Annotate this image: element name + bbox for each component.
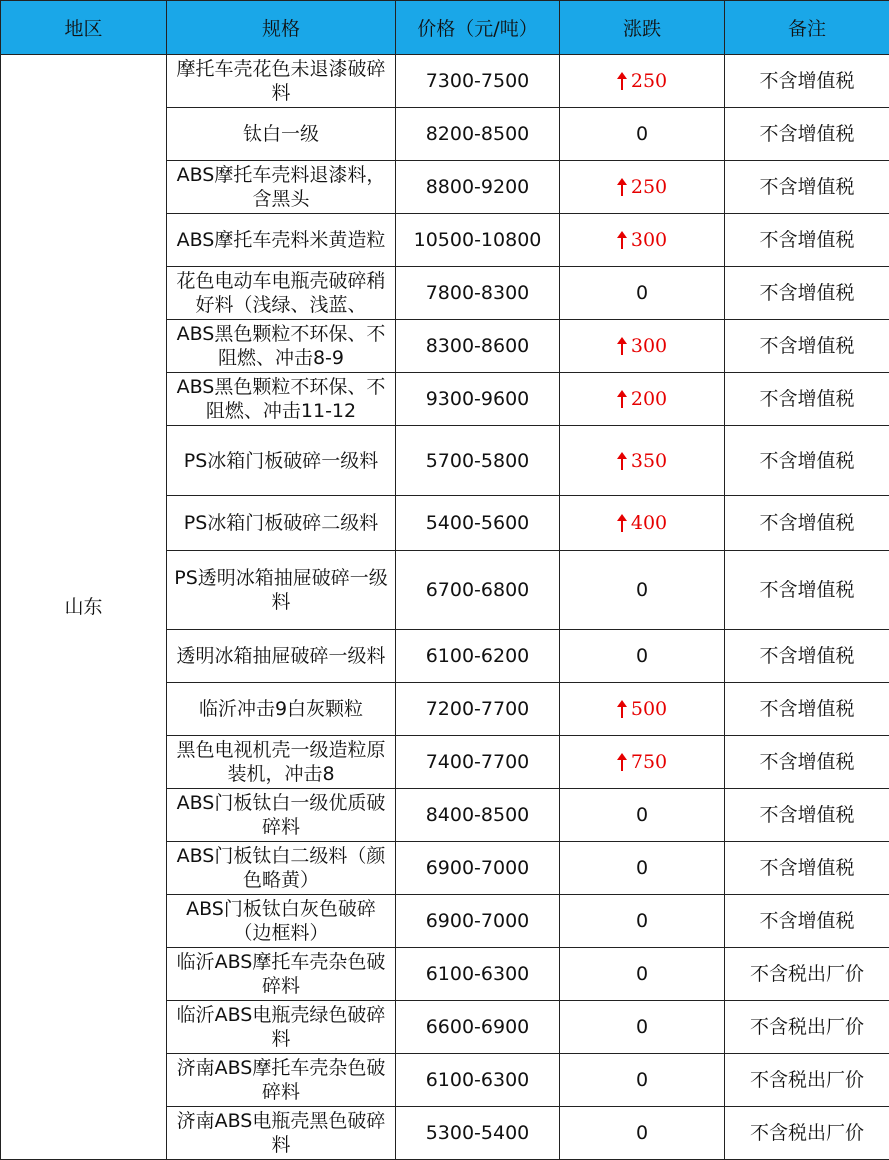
header-row — [1, 1, 889, 55]
note-cell: 不含增值税 — [725, 373, 889, 426]
change-value: 0 — [636, 645, 648, 667]
header-spec: 规格 — [167, 1, 396, 55]
table-row — [1, 55, 889, 108]
price-cell: 7200-7700 — [396, 683, 560, 736]
change-value: 400 — [631, 512, 667, 534]
spec-text: 花色电动车电瓶壳破碎稍好料（浅绿、浅蓝、 — [173, 269, 389, 317]
change-value: 200 — [631, 388, 667, 410]
note-cell: 不含增值税 — [725, 426, 889, 496]
price-cell: 5300-5400 — [396, 1107, 560, 1160]
note-cell: 不含增值税 — [725, 267, 889, 320]
price-cell: 6100-6300 — [396, 1054, 560, 1107]
price-cell: 6900-7000 — [396, 895, 560, 948]
change-value: 0 — [636, 123, 648, 145]
up-arrow-icon — [617, 390, 627, 408]
spec-cell — [167, 214, 396, 267]
change-cell — [560, 267, 725, 320]
spec-cell — [167, 630, 396, 683]
spec-cell — [167, 373, 396, 426]
spec-cell — [167, 267, 396, 320]
price-cell: 10500-10800 — [396, 214, 560, 267]
price-cell: 6900-7000 — [396, 842, 560, 895]
change-cell — [560, 948, 725, 1001]
note-cell: 不含增值税 — [725, 496, 889, 551]
note-cell: 不含增值税 — [725, 895, 889, 948]
change-cell — [560, 789, 725, 842]
price-cell: 7400-7700 — [396, 736, 560, 789]
change-value: 350 — [631, 450, 667, 472]
change-value: 0 — [636, 1122, 648, 1144]
price-cell: 9300-9600 — [396, 373, 560, 426]
note-cell: 不含增值税 — [725, 161, 889, 214]
up-arrow-icon — [617, 337, 627, 355]
spec-text: 透明冰箱抽屉破碎一级料 — [173, 644, 389, 668]
header-note: 备注 — [725, 1, 889, 55]
spec-text: 临沂ABS电瓶壳绿色破碎料 — [173, 1003, 389, 1051]
change-value: 0 — [636, 1069, 648, 1091]
spec-cell — [167, 842, 396, 895]
change-value: 0 — [636, 910, 648, 932]
note-cell: 不含增值税 — [725, 630, 889, 683]
change-value: 300 — [631, 229, 667, 251]
price-cell: 5400-5600 — [396, 496, 560, 551]
spec-cell — [167, 1107, 396, 1160]
spec-cell — [167, 789, 396, 842]
price-cell: 8400-8500 — [396, 789, 560, 842]
price-cell: 6100-6300 — [396, 948, 560, 1001]
change-value: 0 — [636, 804, 648, 826]
change-cell — [560, 1107, 725, 1160]
spec-cell — [167, 108, 396, 161]
change-cell — [560, 842, 725, 895]
note-cell: 不含增值税 — [725, 683, 889, 736]
note-cell: 不含增值税 — [725, 55, 889, 108]
price-cell: 7300-7500 — [396, 55, 560, 108]
region-cell: 山东 — [1, 55, 167, 1160]
spec-cell — [167, 1054, 396, 1107]
spec-text: ABS摩托车壳料米黄造粒 — [173, 228, 389, 252]
spec-cell — [167, 55, 396, 108]
change-cell — [560, 1054, 725, 1107]
change-cell — [560, 55, 725, 108]
price-cell: 6600-6900 — [396, 1001, 560, 1054]
spec-text: ABS黑色颗粒不环保、不阻燃、冲击8-9 — [173, 322, 389, 370]
change-value: 750 — [631, 751, 667, 773]
change-cell — [560, 496, 725, 551]
change-value: 300 — [631, 335, 667, 357]
note-cell: 不含增值税 — [725, 108, 889, 161]
change-cell — [560, 320, 725, 373]
note-cell: 不含税出厂价 — [725, 1107, 889, 1160]
spec-text: PS冰箱门板破碎一级料 — [173, 449, 389, 473]
header-region: 地区 — [1, 1, 167, 55]
price-cell: 6100-6200 — [396, 630, 560, 683]
price-cell: 8300-8600 — [396, 320, 560, 373]
change-value: 0 — [636, 579, 648, 601]
spec-text: 临沂ABS摩托车壳杂色破碎料 — [173, 950, 389, 998]
change-value: 0 — [636, 963, 648, 985]
spec-cell — [167, 496, 396, 551]
note-cell: 不含增值税 — [725, 551, 889, 630]
spec-cell — [167, 320, 396, 373]
spec-text: 摩托车壳花色未退漆破碎料 — [173, 57, 389, 105]
note-cell: 不含增值税 — [725, 789, 889, 842]
spec-text: 济南ABS摩托车壳杂色破碎料 — [173, 1056, 389, 1104]
change-cell — [560, 426, 725, 496]
up-arrow-icon — [617, 452, 627, 470]
spec-cell — [167, 551, 396, 630]
change-cell — [560, 683, 725, 736]
spec-text: PS冰箱门板破碎二级料 — [173, 511, 389, 535]
change-value: 0 — [636, 282, 648, 304]
note-cell: 不含增值税 — [725, 320, 889, 373]
spec-text: 黑色电视机壳一级造粒原装机，冲击8 — [173, 738, 389, 786]
spec-text: ABS门板钛白一级优质破碎料 — [173, 791, 389, 839]
change-cell — [560, 630, 725, 683]
spec-text: ABS摩托车壳料退漆料，含黑头 — [173, 163, 389, 211]
spec-cell — [167, 895, 396, 948]
spec-text: PS透明冰箱抽屉破碎一级料 — [173, 566, 389, 614]
note-cell: 不含税出厂价 — [725, 1054, 889, 1107]
up-arrow-icon — [617, 514, 627, 532]
change-value: 500 — [631, 698, 667, 720]
change-cell — [560, 161, 725, 214]
change-value: 250 — [631, 176, 667, 198]
spec-text: 济南ABS电瓶壳黑色破碎料 — [173, 1109, 389, 1157]
change-cell — [560, 214, 725, 267]
change-cell — [560, 895, 725, 948]
spec-text: ABS门板钛白二级料（颜色略黄） — [173, 844, 389, 892]
change-cell — [560, 1001, 725, 1054]
spec-text: 临沂冲击9白灰颗粒 — [173, 697, 389, 721]
up-arrow-icon — [617, 231, 627, 249]
price-cell: 6700-6800 — [396, 551, 560, 630]
up-arrow-icon — [617, 753, 627, 771]
change-cell — [560, 551, 725, 630]
spec-cell — [167, 736, 396, 789]
header-change: 涨跌 — [560, 1, 725, 55]
note-cell: 不含增值税 — [725, 842, 889, 895]
price-cell: 7800-8300 — [396, 267, 560, 320]
up-arrow-icon — [617, 178, 627, 196]
change-cell — [560, 736, 725, 789]
header-price: 价格（元/吨） — [396, 1, 560, 55]
spec-cell — [167, 426, 396, 496]
spec-text: 钛白一级 — [173, 122, 389, 146]
note-cell: 不含增值税 — [725, 214, 889, 267]
change-value: 0 — [636, 1016, 648, 1038]
change-cell — [560, 373, 725, 426]
spec-text: ABS黑色颗粒不环保、不阻燃、冲击11-12 — [173, 375, 389, 423]
change-value: 0 — [636, 857, 648, 879]
price-cell: 8200-8500 — [396, 108, 560, 161]
note-cell: 不含税出厂价 — [725, 1001, 889, 1054]
spec-cell — [167, 948, 396, 1001]
price-cell: 8800-9200 — [396, 161, 560, 214]
spec-text: ABS门板钛白灰色破碎（边框料） — [173, 897, 389, 945]
up-arrow-icon — [617, 72, 627, 90]
note-cell: 不含税出厂价 — [725, 948, 889, 1001]
up-arrow-icon — [617, 700, 627, 718]
spec-cell — [167, 683, 396, 736]
change-cell — [560, 108, 725, 161]
change-value: 250 — [631, 70, 667, 92]
note-cell: 不含增值税 — [725, 736, 889, 789]
spec-cell — [167, 161, 396, 214]
spec-cell — [167, 1001, 396, 1054]
price-cell: 5700-5800 — [396, 426, 560, 496]
